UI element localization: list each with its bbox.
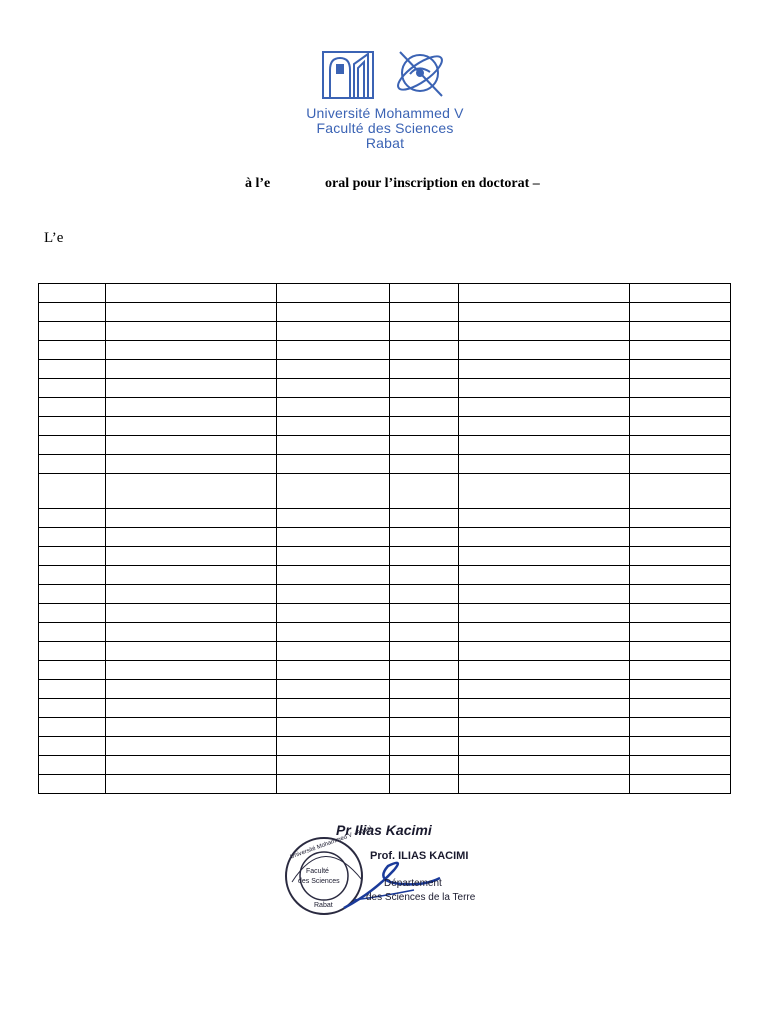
- table-cell: [458, 436, 629, 455]
- table-cell: [39, 303, 106, 322]
- table-cell: [390, 509, 458, 528]
- table-cell: [629, 474, 730, 509]
- table-cell: [458, 547, 629, 566]
- table-cell: [458, 585, 629, 604]
- title-part-2: oral pour l’inscription en doctorat –: [325, 176, 540, 191]
- table-cell: [277, 680, 390, 699]
- table-body: [39, 284, 731, 794]
- table-cell: [106, 528, 277, 547]
- table-cell: [458, 528, 629, 547]
- table-cell: [629, 341, 730, 360]
- stamp-bottom-text: Rabat: [314, 902, 333, 909]
- table-cell: [39, 699, 106, 718]
- table-cell: [458, 737, 629, 756]
- table-cell: [277, 379, 390, 398]
- table-cell: [390, 623, 458, 642]
- table-cell: [106, 341, 277, 360]
- table-cell: [106, 360, 277, 379]
- table-cell: [458, 775, 629, 794]
- table-cell: [106, 474, 277, 509]
- table-row: [39, 604, 731, 623]
- department-line-1: Département: [384, 878, 442, 889]
- table-cell: [390, 417, 458, 436]
- table-cell: [106, 737, 277, 756]
- table-cell: [106, 284, 277, 303]
- table-cell: [629, 398, 730, 417]
- table-cell: [629, 623, 730, 642]
- table-cell: [458, 398, 629, 417]
- table-cell: [390, 341, 458, 360]
- table-cell: [106, 436, 277, 455]
- table-row: [39, 455, 731, 474]
- table-row: [39, 398, 731, 417]
- table-cell: [106, 642, 277, 661]
- table-cell: [106, 417, 277, 436]
- table-cell: [390, 547, 458, 566]
- table-cell: [629, 566, 730, 585]
- table-cell: [39, 528, 106, 547]
- table-cell: [458, 642, 629, 661]
- table-cell: [277, 528, 390, 547]
- table-cell: [39, 322, 106, 341]
- table-cell: [277, 341, 390, 360]
- table-cell: [277, 718, 390, 737]
- table-cell: [39, 566, 106, 585]
- table-row: [39, 474, 731, 509]
- table-cell: [458, 455, 629, 474]
- table-cell: [629, 775, 730, 794]
- table-cell: [277, 360, 390, 379]
- table-cell: [458, 322, 629, 341]
- table-cell: [39, 642, 106, 661]
- table-row: [39, 360, 731, 379]
- table-cell: [629, 303, 730, 322]
- table-cell: [39, 417, 106, 436]
- table-cell: [629, 661, 730, 680]
- table-cell: [629, 528, 730, 547]
- table-cell: [458, 566, 629, 585]
- table-cell: [629, 322, 730, 341]
- table-row: [39, 417, 731, 436]
- page-title: [0, 176, 768, 196]
- table-cell: [106, 303, 277, 322]
- table-cell: [390, 284, 458, 303]
- table-cell: [106, 718, 277, 737]
- table-cell: [277, 398, 390, 417]
- table-row: [39, 718, 731, 737]
- table-cell: [390, 718, 458, 737]
- table-cell: [277, 455, 390, 474]
- table-cell: [458, 341, 629, 360]
- table-cell: [390, 528, 458, 547]
- table-cell: [106, 509, 277, 528]
- table-row: [39, 699, 731, 718]
- table-cell: [106, 661, 277, 680]
- table-row: [39, 322, 731, 341]
- table-cell: [629, 436, 730, 455]
- table-cell: [106, 775, 277, 794]
- table-row: [39, 623, 731, 642]
- table-cell: [106, 322, 277, 341]
- table-cell: [629, 680, 730, 699]
- table-cell: [277, 436, 390, 455]
- table-cell: [277, 547, 390, 566]
- table-cell: [629, 604, 730, 623]
- table-cell: [629, 360, 730, 379]
- table-cell: [629, 718, 730, 737]
- table-cell: [390, 604, 458, 623]
- table-cell: [390, 680, 458, 699]
- table-cell: [39, 756, 106, 775]
- table-cell: [39, 547, 106, 566]
- table-cell: [106, 604, 277, 623]
- table-cell: [390, 737, 458, 756]
- table-row: [39, 379, 731, 398]
- table-cell: [106, 398, 277, 417]
- table-cell: [39, 775, 106, 794]
- table-row: [39, 756, 731, 775]
- table-cell: [39, 455, 106, 474]
- table-cell: [106, 623, 277, 642]
- table-cell: [39, 341, 106, 360]
- table-cell: [277, 642, 390, 661]
- faculty-name: Faculté des Sciences: [316, 120, 454, 136]
- stamp-ring-text: Université Mohammed V - Agdal: [289, 825, 373, 861]
- table-cell: [277, 284, 390, 303]
- table-cell: [458, 699, 629, 718]
- table-cell: [390, 436, 458, 455]
- table-cell: [39, 284, 106, 303]
- table-cell: [106, 379, 277, 398]
- table-cell: [458, 718, 629, 737]
- table-cell: [39, 661, 106, 680]
- table-cell: [458, 379, 629, 398]
- table-cell: [277, 699, 390, 718]
- table-cell: [277, 585, 390, 604]
- table-cell: [277, 661, 390, 680]
- department-line-2: des Sciences de la Terre: [366, 892, 476, 903]
- table-cell: [39, 360, 106, 379]
- table-cell: [629, 455, 730, 474]
- intro-text: L’e: [44, 230, 64, 246]
- table-row: [39, 284, 731, 303]
- table-cell: [458, 680, 629, 699]
- table-cell: [390, 756, 458, 775]
- stamp-center-line-2: des Sciences: [298, 878, 340, 885]
- table-cell: [277, 566, 390, 585]
- table-cell: [458, 360, 629, 379]
- table-cell: [106, 566, 277, 585]
- table-cell: [390, 379, 458, 398]
- table-cell: [390, 360, 458, 379]
- table-cell: [390, 642, 458, 661]
- table-cell: [106, 680, 277, 699]
- table-cell: [390, 585, 458, 604]
- table-cell: [277, 322, 390, 341]
- table-cell: [277, 303, 390, 322]
- table-row: [39, 737, 731, 756]
- table-cell: [39, 623, 106, 642]
- table-row: [39, 585, 731, 604]
- table-cell: [390, 455, 458, 474]
- table-row: [39, 303, 731, 322]
- table-cell: [458, 474, 629, 509]
- table-cell: [390, 566, 458, 585]
- university-name: Université Mohammed V: [306, 105, 464, 121]
- table-cell: [458, 303, 629, 322]
- table-cell: [277, 756, 390, 775]
- table-cell: [629, 547, 730, 566]
- table-cell: [277, 474, 390, 509]
- table-cell: [458, 756, 629, 775]
- table-row: [39, 528, 731, 547]
- signature-printed-name: Prof. ILIAS KACIMI: [370, 850, 469, 862]
- table-cell: [390, 303, 458, 322]
- table-cell: [277, 623, 390, 642]
- table-cell: [629, 756, 730, 775]
- table-row: [39, 775, 731, 794]
- table-cell: [390, 322, 458, 341]
- city-name: Rabat: [365, 135, 405, 151]
- table-cell: [629, 417, 730, 436]
- table-cell: [39, 585, 106, 604]
- table-cell: [629, 509, 730, 528]
- table-cell: [277, 509, 390, 528]
- table-cell: [390, 775, 458, 794]
- stamp-center-line-1: Faculté: [306, 868, 329, 875]
- table-row: [39, 661, 731, 680]
- table-cell: [39, 604, 106, 623]
- table-cell: [106, 756, 277, 775]
- table-cell: [458, 509, 629, 528]
- table-cell: [39, 737, 106, 756]
- table-cell: [39, 398, 106, 417]
- table-row: [39, 566, 731, 585]
- table-cell: [629, 284, 730, 303]
- candidates-table: [38, 283, 731, 794]
- university-logo: [250, 44, 520, 154]
- signature-handwritten-name: Pr Ilias Kacimi: [336, 822, 432, 838]
- table-cell: [39, 509, 106, 528]
- table-cell: [458, 604, 629, 623]
- table-cell: [39, 474, 106, 509]
- table-cell: [106, 547, 277, 566]
- table-cell: [390, 474, 458, 509]
- table-cell: [629, 699, 730, 718]
- table-cell: [629, 737, 730, 756]
- table-cell: [458, 661, 629, 680]
- table-cell: [39, 680, 106, 699]
- table-cell: [629, 585, 730, 604]
- signature-stamp-block: [284, 822, 484, 922]
- table-cell: [106, 455, 277, 474]
- table-cell: [458, 284, 629, 303]
- table-row: [39, 642, 731, 661]
- table-cell: [277, 417, 390, 436]
- table-row: [39, 547, 731, 566]
- table-cell: [458, 417, 629, 436]
- table-cell: [390, 661, 458, 680]
- table-row: [39, 436, 731, 455]
- table-cell: [390, 699, 458, 718]
- table-cell: [39, 379, 106, 398]
- table-cell: [39, 718, 106, 737]
- table-row: [39, 680, 731, 699]
- table-cell: [277, 775, 390, 794]
- table-row: [39, 509, 731, 528]
- table-cell: [106, 699, 277, 718]
- table-cell: [277, 604, 390, 623]
- table-row: [39, 341, 731, 360]
- faculty-emblem-icon: [250, 44, 520, 104]
- table-cell: [629, 379, 730, 398]
- table-cell: [390, 398, 458, 417]
- title-part-1: à l’e: [245, 176, 271, 191]
- table-cell: [277, 737, 390, 756]
- table-cell: [458, 623, 629, 642]
- table-cell: [106, 585, 277, 604]
- table-cell: [629, 642, 730, 661]
- table-cell: [39, 436, 106, 455]
